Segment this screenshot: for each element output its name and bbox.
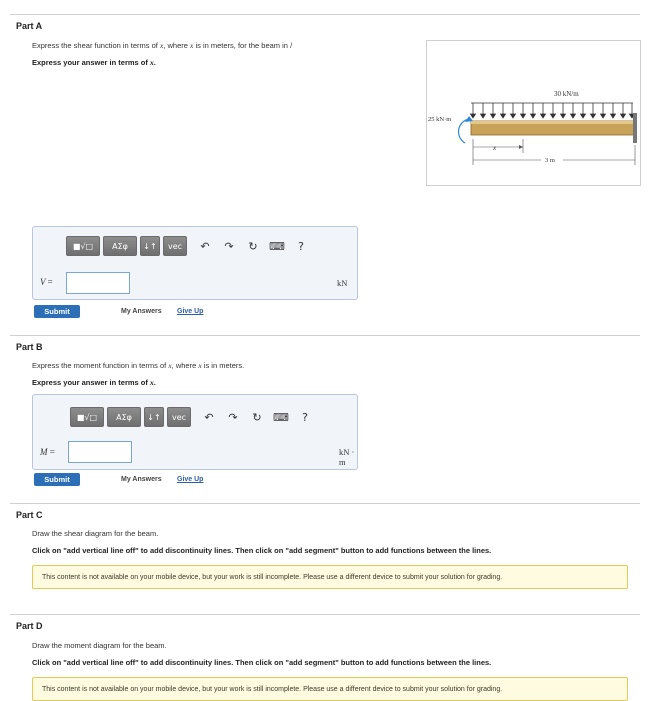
divider: [10, 14, 640, 15]
part-b-answer-input[interactable]: [68, 441, 132, 463]
beam-diagram: [427, 41, 642, 187]
part-c-title: Part C: [16, 510, 43, 520]
undo-icon[interactable]: ↶: [204, 410, 214, 424]
part-a-my-answers-link[interactable]: My Answers: [121, 308, 162, 315]
part-a-unit: kN: [337, 278, 348, 288]
part-b-title: Part B: [16, 342, 43, 352]
part-a-give-up-link[interactable]: Give Up: [177, 308, 204, 315]
subscript-superscript-button[interactable]: ↓↑: [144, 407, 164, 427]
distributed-load-label: 30 kN/m: [554, 90, 579, 98]
keyboard-icon[interactable]: ⌨: [269, 239, 285, 253]
part-a-answer-panel: [32, 226, 358, 300]
part-a-title: Part A: [16, 21, 43, 31]
part-a-submit-button[interactable]: Submit: [34, 305, 80, 318]
part-b-math-toolbar: [70, 407, 314, 427]
part-d-instruction: Click on "add vertical line off" to add discontinuity lines. Then click on "add segment" button to add functions between the lines.: [32, 658, 492, 667]
reset-icon[interactable]: ↻: [248, 239, 258, 253]
part-b-instruction: Express your answer in terms of x.: [32, 378, 156, 387]
distributed-load-arrows: [471, 103, 635, 118]
part-b-submit-button[interactable]: Submit: [34, 473, 80, 486]
part-b-my-answers-link[interactable]: My Answers: [121, 476, 162, 483]
redo-icon[interactable]: ↷: [228, 410, 238, 424]
vector-button[interactable]: vec: [167, 407, 191, 427]
divider: [10, 614, 640, 615]
undo-icon[interactable]: ↶: [200, 239, 210, 253]
x-dimension-label: x: [493, 144, 497, 152]
moment-label: 25 kN·m: [428, 116, 452, 123]
part-d-title: Part D: [16, 621, 43, 631]
fixed-support: [633, 113, 637, 143]
beam-figure: [426, 40, 641, 186]
part-c-prompt: Draw the shear diagram for the beam.: [32, 529, 159, 538]
vector-button[interactable]: vec: [163, 236, 187, 256]
part-a-answer-input[interactable]: [66, 272, 130, 294]
reset-icon[interactable]: ↻: [252, 410, 262, 424]
greek-symbols-button[interactable]: ΑΣφ: [107, 407, 141, 427]
templates-button[interactable]: ■√□: [66, 236, 100, 256]
templates-button[interactable]: ■√□: [70, 407, 104, 427]
greek-symbols-button[interactable]: ΑΣφ: [103, 236, 137, 256]
divider: [10, 335, 640, 336]
part-c-instruction: Click on "add vertical line off" to add discontinuity lines. Then click on "add segment" button to add functions between the lines.: [32, 546, 492, 555]
part-a-prompt: Express the shear function in terms of x, where x is in meters, for the beam in /: [32, 41, 293, 50]
subscript-superscript-button[interactable]: ↓↑: [140, 236, 160, 256]
part-b-prompt: Express the moment function in terms of x, where x is in meters.: [32, 361, 245, 370]
part-b-answer-panel: [32, 394, 358, 470]
help-icon[interactable]: ?: [302, 410, 308, 424]
part-d-prompt: Draw the moment diagram for the beam.: [32, 641, 167, 650]
part-b-give-up-link[interactable]: Give Up: [177, 476, 204, 483]
part-c-mobile-notice: This content is not available on your mobile device, but your work is still incomplete. Please use a different device to submit your solution for grading.: [32, 565, 628, 589]
part-a-math-toolbar: [66, 236, 310, 256]
part-a-instruction: Express your answer in terms of x.: [32, 58, 156, 67]
applied-moment-arrow: [459, 119, 469, 143]
help-icon[interactable]: ?: [298, 239, 304, 253]
part-d-mobile-notice: This content is not available on your mobile device, but your work is still incomplete. Please use a different device to submit your solution for grading.: [32, 677, 628, 701]
part-a-variable-label: V =: [40, 277, 53, 287]
redo-icon[interactable]: ↷: [224, 239, 234, 253]
part-b-variable-label: M =: [40, 447, 55, 457]
keyboard-icon[interactable]: ⌨: [273, 410, 289, 424]
part-b-unit: kN · m: [339, 447, 355, 467]
divider: [10, 503, 640, 504]
length-label: 3 m: [545, 157, 555, 164]
